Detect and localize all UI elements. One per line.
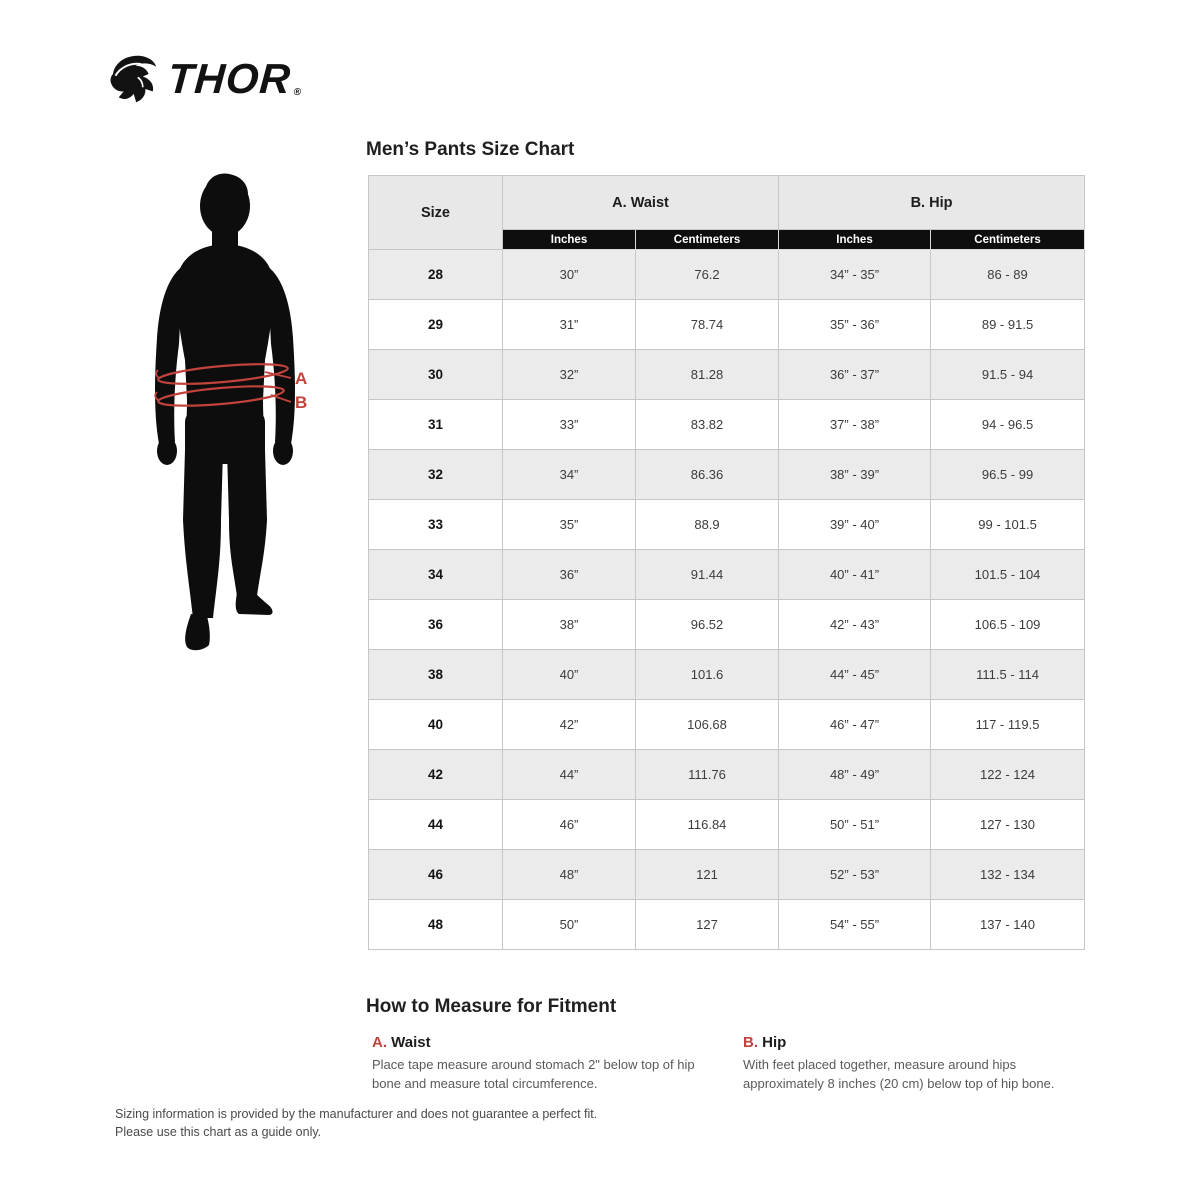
size-chart-table bbox=[368, 175, 1085, 950]
howto-waist bbox=[372, 1034, 720, 1094]
howto-waist-key: A. bbox=[372, 1034, 387, 1051]
col-header-waist: A. Waist bbox=[503, 176, 779, 230]
how-to-measure-section bbox=[366, 996, 1086, 1091]
value-cell: 106.68 bbox=[636, 700, 779, 750]
size-cell: 30 bbox=[369, 350, 503, 400]
size-cell: 32 bbox=[369, 450, 503, 500]
col-subheader-hip-centimeters: Centimeters bbox=[931, 230, 1085, 250]
value-cell: 32” bbox=[503, 350, 636, 400]
value-cell: 50” - 51” bbox=[779, 800, 931, 850]
value-cell: 122 - 124 bbox=[931, 750, 1085, 800]
howto-hip-heading bbox=[743, 1034, 1079, 1051]
value-cell: 34” bbox=[503, 450, 636, 500]
value-cell: 42” bbox=[503, 700, 636, 750]
table-row bbox=[369, 900, 1085, 950]
table-row bbox=[369, 650, 1085, 700]
table-row bbox=[369, 700, 1085, 750]
waist-label-a: A bbox=[295, 369, 308, 388]
value-cell: 116.84 bbox=[636, 800, 779, 850]
value-cell: 35” bbox=[503, 500, 636, 550]
size-cell: 33 bbox=[369, 500, 503, 550]
table-row bbox=[369, 500, 1085, 550]
howto-title: How to Measure for Fitment bbox=[366, 996, 617, 1017]
table-row bbox=[369, 300, 1085, 350]
size-cell: 28 bbox=[369, 250, 503, 300]
size-cell: 46 bbox=[369, 850, 503, 900]
col-header-hip: B. Hip bbox=[779, 176, 1085, 230]
value-cell: 46” - 47” bbox=[779, 700, 931, 750]
size-rows bbox=[369, 250, 1085, 950]
size-cell: 40 bbox=[369, 700, 503, 750]
value-cell: 86 - 89 bbox=[931, 250, 1085, 300]
col-header-size: Size bbox=[369, 176, 503, 250]
col-subheader-waist-inches: Inches bbox=[503, 230, 636, 250]
value-cell: 89 - 91.5 bbox=[931, 300, 1085, 350]
table-row bbox=[369, 750, 1085, 800]
howto-hip-label: Hip bbox=[762, 1034, 787, 1051]
table-row bbox=[369, 800, 1085, 850]
table-row bbox=[369, 350, 1085, 400]
value-cell: 38” bbox=[503, 600, 636, 650]
value-cell: 76.2 bbox=[636, 250, 779, 300]
size-cell: 36 bbox=[369, 600, 503, 650]
value-cell: 48” bbox=[503, 850, 636, 900]
value-cell: 48” - 49” bbox=[779, 750, 931, 800]
body-measurement-figure bbox=[145, 168, 320, 660]
value-cell: 127 bbox=[636, 900, 779, 950]
size-cell: 34 bbox=[369, 550, 503, 600]
table-row bbox=[369, 850, 1085, 900]
table-row bbox=[369, 450, 1085, 500]
howto-hip-text: With feet placed together, measure around hips approximately 8 inches (20 cm) below top of hip bone. bbox=[743, 1057, 1055, 1091]
howto-hip bbox=[743, 1034, 1079, 1094]
value-cell: 33” bbox=[503, 400, 636, 450]
value-cell: 121 bbox=[636, 850, 779, 900]
value-cell: 94 - 96.5 bbox=[931, 400, 1085, 450]
value-cell: 54” - 55” bbox=[779, 900, 931, 950]
disclaimer-line1: Sizing information is provided by the manufacturer and does not guarantee a perfect fit. bbox=[115, 1107, 598, 1121]
value-cell: 83.82 bbox=[636, 400, 779, 450]
col-subheader-waist-centimeters: Centimeters bbox=[636, 230, 779, 250]
disclaimer-line2: Please use this chart as a guide only. bbox=[115, 1124, 322, 1139]
value-cell: 44” - 45” bbox=[779, 650, 931, 700]
howto-waist-label: Waist bbox=[391, 1034, 431, 1051]
table-row bbox=[369, 600, 1085, 650]
size-cell: 31 bbox=[369, 400, 503, 450]
size-cell: 38 bbox=[369, 650, 503, 700]
value-cell: 31” bbox=[503, 300, 636, 350]
value-cell: 111.76 bbox=[636, 750, 779, 800]
value-cell: 137 - 140 bbox=[931, 900, 1085, 950]
value-cell: 81.28 bbox=[636, 350, 779, 400]
table-row bbox=[369, 250, 1085, 300]
value-cell: 52” - 53” bbox=[779, 850, 931, 900]
value-cell: 39” - 40” bbox=[779, 500, 931, 550]
value-cell: 46” bbox=[503, 800, 636, 850]
value-cell: 88.9 bbox=[636, 500, 779, 550]
registered-mark: ® bbox=[293, 87, 303, 98]
value-cell: 91.5 - 94 bbox=[931, 350, 1085, 400]
size-chart-table-wrap bbox=[368, 175, 1084, 950]
value-cell: 35” - 36” bbox=[779, 300, 931, 350]
value-cell: 117 - 119.5 bbox=[931, 700, 1085, 750]
male-silhouette-diagram bbox=[145, 168, 320, 660]
thor-goat-icon bbox=[108, 48, 166, 110]
value-cell: 42” - 43” bbox=[779, 600, 931, 650]
value-cell: 36” - 37” bbox=[779, 350, 931, 400]
page-title: Men’s Pants Size Chart bbox=[366, 139, 575, 160]
col-subheader-hip-inches: Inches bbox=[779, 230, 931, 250]
value-cell: 40” bbox=[503, 650, 636, 700]
value-cell: 106.5 - 109 bbox=[931, 600, 1085, 650]
value-cell: 30” bbox=[503, 250, 636, 300]
brand-wordmark bbox=[166, 55, 303, 102]
value-cell: 44” bbox=[503, 750, 636, 800]
howto-hip-key: B. bbox=[743, 1034, 758, 1051]
value-cell: 40” - 41” bbox=[779, 550, 931, 600]
size-cell: 29 bbox=[369, 300, 503, 350]
value-cell: 91.44 bbox=[636, 550, 779, 600]
value-cell: 34” - 35” bbox=[779, 250, 931, 300]
value-cell: 86.36 bbox=[636, 450, 779, 500]
value-cell: 50” bbox=[503, 900, 636, 950]
value-cell: 111.5 - 114 bbox=[931, 650, 1085, 700]
value-cell: 127 - 130 bbox=[931, 800, 1085, 850]
hip-label-b: B bbox=[295, 393, 308, 412]
value-cell: 96.5 - 99 bbox=[931, 450, 1085, 500]
brand-logo bbox=[108, 48, 303, 110]
table-row bbox=[369, 400, 1085, 450]
howto-waist-text: Place tape measure around stomach 2" below top of hip bone and measure total circumference. bbox=[372, 1057, 695, 1091]
value-cell: 37” - 38” bbox=[779, 400, 931, 450]
table-row bbox=[369, 550, 1085, 600]
value-cell: 96.52 bbox=[636, 600, 779, 650]
size-cell: 42 bbox=[369, 750, 503, 800]
howto-waist-heading bbox=[372, 1034, 720, 1051]
size-cell: 48 bbox=[369, 900, 503, 950]
value-cell: 99 - 101.5 bbox=[931, 500, 1085, 550]
value-cell: 78.74 bbox=[636, 300, 779, 350]
brand-name: THOR bbox=[166, 55, 293, 102]
value-cell: 132 - 134 bbox=[931, 850, 1085, 900]
disclaimer bbox=[115, 1106, 597, 1141]
value-cell: 38” - 39” bbox=[779, 450, 931, 500]
value-cell: 36” bbox=[503, 550, 636, 600]
value-cell: 101.6 bbox=[636, 650, 779, 700]
size-cell: 44 bbox=[369, 800, 503, 850]
value-cell: 101.5 - 104 bbox=[931, 550, 1085, 600]
